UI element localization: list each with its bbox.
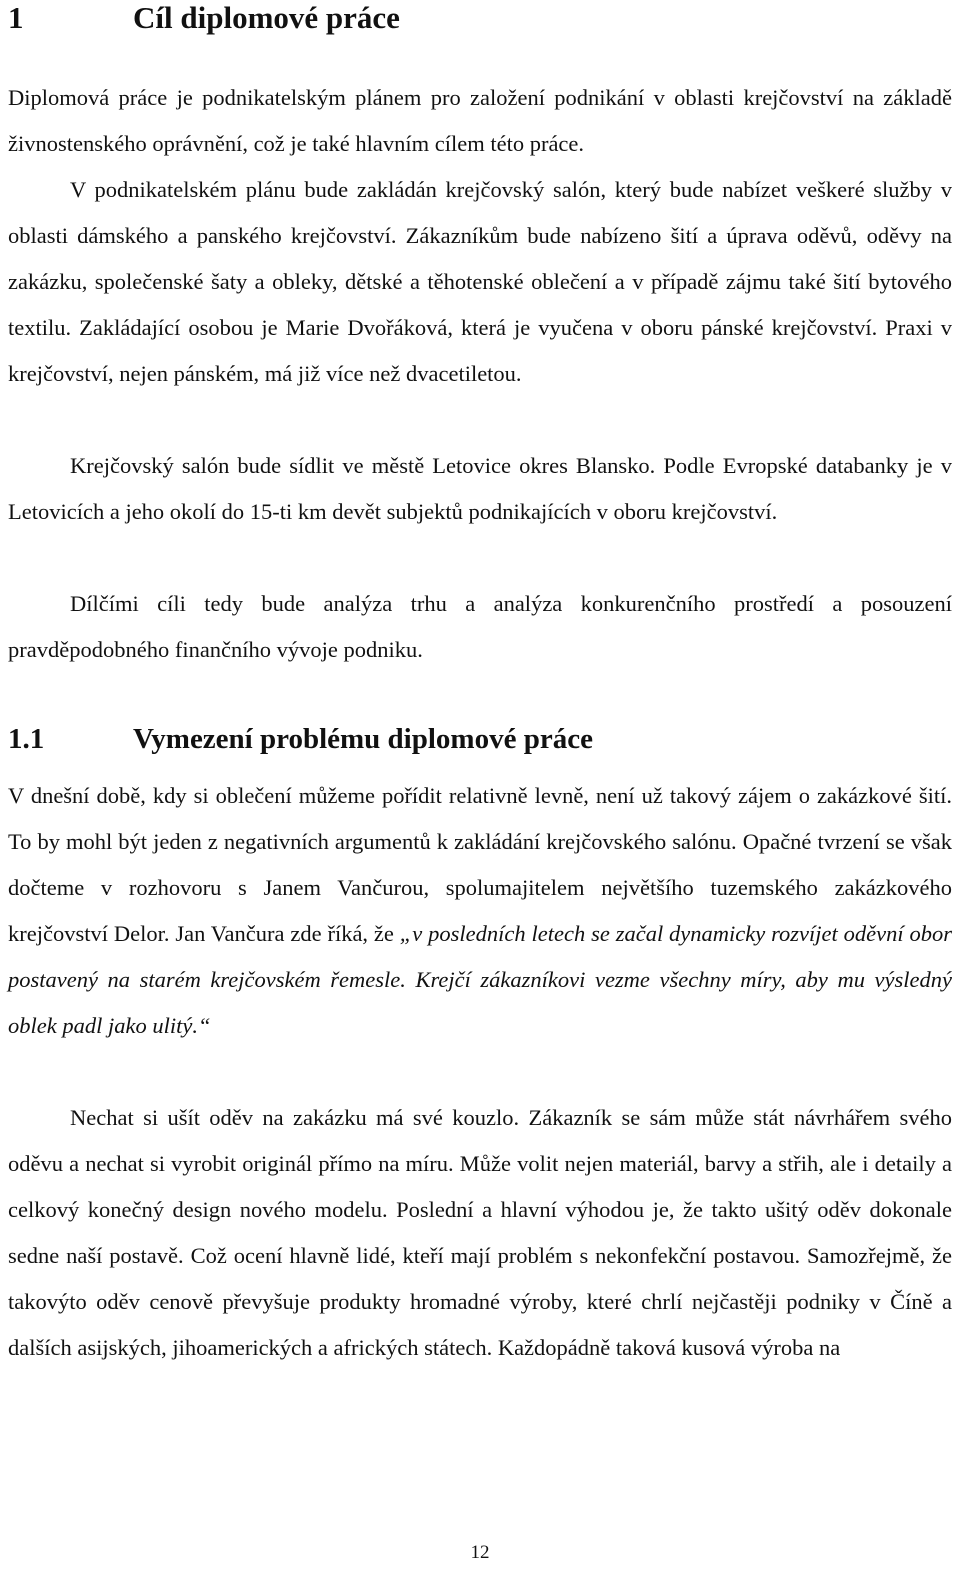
section-heading [8, 719, 952, 759]
chapter-heading [8, 0, 952, 38]
intro-paragraph-4: Dílčími cíli tedy bude analýza trhu a analýza konkurenčního prostředí a posouzení pravděpodobného finančního vývoje podniku. [8, 591, 952, 662]
section-paragraph-1-text: V dnešní době, kdy si oblečení můžeme pořídit relativně levně, není už takový zájem o zakázkové šití. To by mohl být jeden z negativních argumentů k zakládání krejčovského salónu. Opačné tvrzení se však dočteme v rozhovoru s Janem Vančurou, spolumajitelem největšího tuzemského zakázkového krejčovství Delor. Jan Vančura zde říká, že [8, 783, 952, 946]
quote: „v posledních letech se začal dynamicky rozvíjet oděvní obor postavený na starém krejčovském řemesle. Krejčí zákazníkovi vezme všechny míry, aby mu výsledný oblek padl jako ulitý.“ [8, 921, 953, 1038]
section-paragraph-2: Nechat si ušít oděv na zakázku má své kouzlo. Zákazník se sám může stát návrhářem svého oděvu a nechat si vyrobit originál přímo na míru. Může volit nejen materiál, barvy a střih, ale i detaily a celkový konečný design nového modelu. Poslední a hlavní výhodou je, že takto ušitý oděv dokonale sedne naší postavě. Což ocení hlavně lidé, kteří mají problém s nekonfekční postavou. Samozřejmě, že takovýto oděv cenově převyšuje produkty hromadné výroby, které chrlí nejčastěji podniky v Číně a dalších asijských, jihoamerických a afrických státech. Každopádně taková kusová výroba na [8, 1105, 952, 1360]
section-number: 1.1 [8, 723, 45, 755]
intro-paragraph-3: Krejčovský salón bude sídlit ve městě Letovice okres Blansko. Podle Evropské databanky je v Letovicích a jeho okolí do 15-ti km devět subjektů podnikajících v oboru krejčovství. [8, 453, 952, 524]
chapter-title: Cíl diplomové práce [133, 0, 400, 35]
section-paragraph-1 [8, 773, 952, 1049]
page-number: 12 [470, 1542, 490, 1563]
chapter-number: 1 [8, 0, 24, 35]
intro-paragraph-1: Diplomová práce je podnikatelským plánem pro založení podnikání v oblasti krejčovství na základě živnostenského oprávnění, což je také hlavním cílem této práce. [8, 85, 952, 156]
section-title: Vymezení problému diplomové práce [133, 723, 593, 755]
intro-paragraph-2: V podnikatelském plánu bude zakládán krejčovský salón, který bude nabízet veškeré služby v oblasti dámského a panského krejčovství. Zákazníkům bude nabízeno šití a úprava oděvů, oděvy na zakázku, společenské šaty a obleky, dětské a těhotenské oblečení a v případě zájmu také šití bytového textilu. Zakládající osobou je Marie Dvořáková, která je vyučena v oboru pánské krejčovství. Praxi v krejčovství, nejen pánském, má již více než dvacetiletou. [8, 177, 952, 386]
